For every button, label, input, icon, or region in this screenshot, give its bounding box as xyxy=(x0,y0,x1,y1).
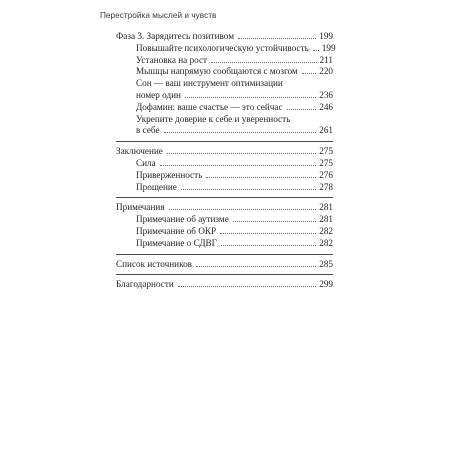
toc-section-acknowledgments xyxy=(116,279,333,295)
table-of-contents xyxy=(116,31,336,299)
toc-page-number: 199 xyxy=(321,42,336,53)
dot-leader xyxy=(164,131,317,133)
toc-section-notes xyxy=(116,202,333,254)
toc-entry-acknowledgments[interactable] xyxy=(116,279,333,291)
toc-entry-note-adhd[interactable] xyxy=(116,238,333,250)
toc-entry-note-autism[interactable] xyxy=(116,214,333,226)
toc-entry-title: Примечание об ОКР xyxy=(136,225,217,236)
toc-entry-sleep-line-1[interactable] xyxy=(116,78,333,90)
toc-entry-title: Приверженность xyxy=(136,169,203,180)
toc-entry-conclusion[interactable] xyxy=(116,146,333,158)
toc-page-number: 276 xyxy=(319,169,333,180)
toc-entry-title: Прощение xyxy=(136,181,177,192)
toc-entry-forgiveness[interactable] xyxy=(116,182,333,194)
toc-section-phase-3 xyxy=(116,31,336,142)
dot-leader xyxy=(181,188,316,190)
toc-entry-notes[interactable] xyxy=(116,202,333,214)
dot-leader xyxy=(238,37,316,39)
toc-entry-title: Примечания xyxy=(116,202,165,213)
toc-entry-title: Сила xyxy=(136,157,156,168)
toc-entry-title: Повышайте психологическую устойчивость xyxy=(136,42,309,53)
toc-entry-phase-3[interactable] xyxy=(116,31,333,43)
toc-page-number: 199 xyxy=(319,31,333,41)
toc-entry-title: Сон — ваш инструмент оптимизации xyxy=(136,78,283,89)
dot-leader xyxy=(196,265,316,267)
toc-page-number: 236 xyxy=(319,89,333,100)
toc-entry-commitment[interactable] xyxy=(116,170,333,182)
dot-leader xyxy=(220,232,316,234)
toc-entry-dopamine[interactable] xyxy=(116,102,333,114)
dot-leader xyxy=(160,164,317,166)
toc-entry-title: Список источников xyxy=(116,258,193,269)
toc-entry-title: Дофамин: ваше счастье — это сейчас xyxy=(136,101,283,112)
toc-entry-self-trust-line-1[interactable] xyxy=(116,114,333,126)
toc-entry-title: Заключение xyxy=(116,146,163,157)
toc-page-number: 275 xyxy=(319,157,333,168)
toc-entry-note-ocd[interactable] xyxy=(116,226,333,238)
toc-page-number: 261 xyxy=(319,125,333,136)
toc-entry-title: Примечание о СДВГ xyxy=(136,237,217,248)
toc-page-number: 282 xyxy=(319,225,333,236)
toc-entry-title: номер один xyxy=(136,89,181,100)
toc-entry-title: Мышцы напрямую сообщаются с мозгом xyxy=(136,66,298,77)
dot-leader xyxy=(287,108,317,110)
toc-page-number: 211 xyxy=(319,54,333,65)
toc-entry-sources[interactable] xyxy=(116,259,333,271)
dot-leader xyxy=(206,176,316,178)
toc-entry-resilience[interactable] xyxy=(116,42,336,55)
toc-entry-title: Благодарности xyxy=(116,279,174,290)
dot-leader xyxy=(211,61,317,63)
toc-entry-title: Укрепите доверие к себе и уверенность xyxy=(136,113,291,124)
toc-page-number: 285 xyxy=(319,258,333,269)
toc-page-number: 220 xyxy=(319,66,333,77)
toc-section-sources xyxy=(116,259,333,276)
dot-leader xyxy=(178,285,316,287)
toc-section-conclusion xyxy=(116,146,333,198)
toc-entry-self-trust-line-2[interactable] xyxy=(116,125,333,137)
toc-entry-growth-mindset[interactable] xyxy=(116,55,333,67)
toc-page-number: 275 xyxy=(319,146,333,157)
dot-leader xyxy=(313,49,319,51)
toc-entry-strength[interactable] xyxy=(116,158,333,170)
toc-entry-title: Фаза 3. Зарядитесь позитивом xyxy=(116,31,235,41)
dot-leader xyxy=(185,96,316,98)
toc-page-number: 246 xyxy=(319,101,333,112)
dot-leader xyxy=(167,152,316,154)
toc-entry-title: Примечание об аутизме xyxy=(136,214,229,225)
toc-page-number: 299 xyxy=(319,279,333,290)
dot-leader xyxy=(169,208,317,210)
toc-entry-sleep-line-2[interactable] xyxy=(116,90,333,102)
toc-page-number: 282 xyxy=(319,237,333,248)
dot-leader xyxy=(233,220,316,222)
toc-page-number: 281 xyxy=(319,202,333,213)
dot-leader xyxy=(221,244,316,246)
toc-entry-title: Установка на рост xyxy=(136,54,208,65)
toc-entry-title: в себе xyxy=(136,125,160,136)
dot-leader xyxy=(302,72,316,74)
toc-page-number: 281 xyxy=(319,214,333,225)
running-head: Перестройка мыслей и чувств xyxy=(100,11,217,20)
toc-page-number: 278 xyxy=(319,181,333,192)
toc-entry-muscles-brain[interactable] xyxy=(116,66,333,78)
